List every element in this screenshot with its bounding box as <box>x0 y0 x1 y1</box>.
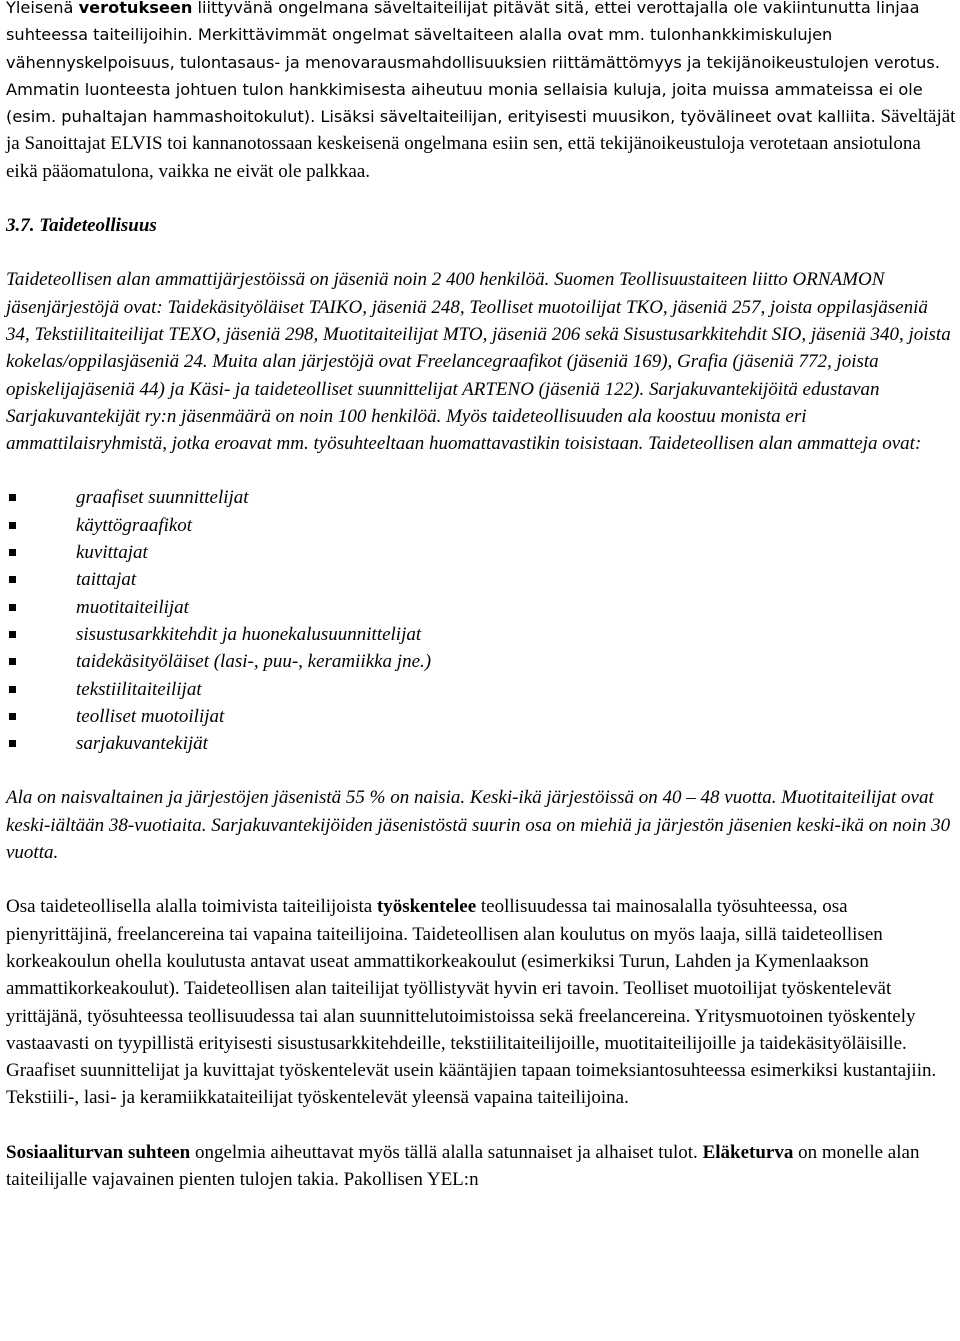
professions-list <box>6 484 956 757</box>
members-text: Taideteollisen alan ammattijärjestöissä on jäseniä noin 2 400 henkilöä. Suomen Teollisuustaiteen liitto ORNAMON jäsenjärjestöjä ovat: Taidekäsityöläiset TAIKO, jäseniä 248, Teolliset muotoilijat TKO, jäseniä 257, joista oppilasjäseniä 34, Tekstiilitaiteilijat TEXO, jäseniä 298, Muotitaiteilijat MTO, jäseniä 206 sekä Sisustusarkkitehdit SIO, jäseniä 340, joista kokelas/oppilasjäseniä 24. Muita alan järjestöjä ovat Freelancegraafikot (jäseniä 169), Grafia (jäseniä 772, joista opiskelijajäseniä 44) ja Käsi- ja taideteolliset suunnittelijat ARTENO (jäseniä 122). Sarjakuvantekijöitä edustavan Sarjakuvantekijät ry:n jäsenmäärä on noin 100 henkilöä. Myös taideteollisuuden ala koostuu monista eri ammattilaisryhmistä, jotka eroavat mm. työsuhteeltaan huomattavastikin toisistaan. Taideteollisen alan ammatteja ovat: <box>6 269 951 455</box>
elvis-statement: Säveltäjät ja Sanoittajat ELVIS toi kannanotossaan keskeisenä ongelmana esiin sen, että tekijänoikeustuloja verotetaan ansiotulona eikä pääomatulona, vaikka ne eivät ole palkkaa. <box>6 106 956 182</box>
list-item: tekstiilitaiteilijat <box>6 676 956 703</box>
section-title: Taideteollisuus <box>39 215 157 237</box>
list-item: sarjakuvantekijät <box>6 730 956 757</box>
section-heading <box>6 212 956 239</box>
taxation-keyword: verotukseen <box>78 0 193 17</box>
list-item: sisustusarkkitehdit ja huonekalusuunnittelijat <box>6 621 956 648</box>
list-item: taittajat <box>6 566 956 593</box>
taxation-intro: Yleisenä <box>6 0 79 17</box>
taxation-text: liittyvänä ongelmana säveltaiteilijat pitävät sitä, ettei verottajalla ole vakiintunutta linjaa suhteessa taiteilijoihin. Merkittävimmät ongelmat säveltaiteen alalla ovat mm. tulonhankkimiskulujen vähennyskelpoisuus, tulontasaus- ja menovarausmahdollisuuksien riittämättömyys ja tekijänoikeustulojen verotus. <box>6 0 941 72</box>
list-item: teolliset muotoilijat <box>6 703 956 730</box>
list-item: kuvittajat <box>6 539 956 566</box>
taxation-paragraph <box>6 0 956 185</box>
pension-keyword: Eläketurva <box>702 1141 794 1163</box>
pension-text: on monelle alan taiteilijalle vajavainen pienten tulojen takia. Pakollisen YEL:n <box>6 1141 920 1190</box>
social-paragraph <box>6 1139 956 1194</box>
list-item: muotitaiteilijat <box>6 594 956 621</box>
list-item: graafiset suunnittelijat <box>6 484 956 511</box>
work-intro: Osa taideteollisella alalla toimivista taiteilijoista <box>6 896 377 918</box>
section-number: 3.7. <box>6 215 35 237</box>
members-paragraph <box>6 266 956 457</box>
social-keyword: Sosiaaliturvan suhteen <box>6 1141 191 1163</box>
taxation-costs-text: Ammatin luonteesta johtuen tulon hankkimisesta aiheutuu monia sellaisia kuluja, joita muissa ammateissa ei ole (esim. puhaltajan hammashoitokulut). Lisäksi säveltaiteilijan, erityisesti muusikon, työvälineet ovat kalliita. <box>6 79 923 127</box>
list-item: käyttögraafikot <box>6 512 956 539</box>
work-keyword: työskentelee <box>376 896 477 918</box>
document-page <box>6 0 956 1193</box>
gender-paragraph: Ala on naisvaltainen ja järjestöjen jäsenistä 55 % on naisia. Keski-ikä järjestöissä on 40 – 48 vuotta. Muotitaiteilijat ovat keski-iältään 38-vuotiaita. Sarjakuvantekijöiden jäsenistöstä suurin osa on miehiä ja järjestön jäsenien keski-ikä on noin 30 vuotta. <box>6 787 951 864</box>
list-item: taidekäsityöläiset (lasi-, puu-, keramiikka jne.) <box>6 648 956 675</box>
social-text: ongelmia aiheuttavat myös tällä alalla satunnaiset ja alhaiset tulot. <box>190 1141 698 1163</box>
work-text: teollisuudessa tai mainosalalla työsuhteessa, osa pienyrittäjinä, freelancereina tai vapaina taiteilijoina. Taideteollisen alan koulutus on myös laaja, sillä taideteollisen korkeakoulun ohella koulutusta antavat useat ammattikorkeakoulut (esimerkiksi Turun, Lahden ja Kymenlaakson ammattikorkeakoulut). Taideteollisen alan taiteilijat työllistyvät hyvin eri tavoin. Teolliset muotoilijat työskentelevät yrittäjänä, työsuhteessa teollisuudessa tai alan suunnittelutoimistoissa sekä freelancereina. Yritysmuotoinen työskentely vastaavasti on tyypillistä erityisesti sisustusarkkitehdeille, tekstiilitaiteilijoille, muotitaiteilijoille ja taidekäsityöläisille. Graafiset suunnittelijat ja kuvittajat työskentelevät usein kääntäjien tapaan toimeksiantosuhteessa esimerkiksi kustantajiin. Tekstiili-, lasi- ja keramiikkataiteilijat työskentelevät yleensä vapaina taiteilijoina. <box>6 896 937 1109</box>
work-paragraph <box>6 893 956 1111</box>
